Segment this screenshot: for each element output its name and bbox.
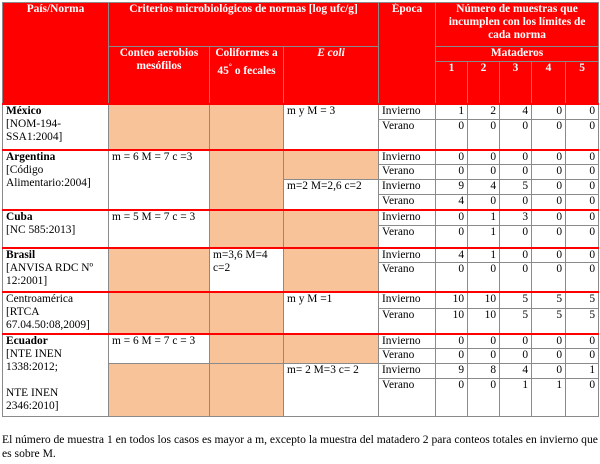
value-cell: 0 bbox=[468, 165, 500, 180]
epoca-cell: Verano bbox=[379, 195, 436, 210]
epoca-cell: Invierno bbox=[379, 210, 436, 226]
ecoli-cell: m=2 M=2,6 c=2 bbox=[284, 180, 379, 210]
value-cell: 0 bbox=[532, 195, 566, 210]
value-cell: 0 bbox=[468, 150, 500, 165]
value-cell: 10 bbox=[468, 309, 500, 334]
coliformes-cell bbox=[210, 150, 284, 210]
country-cell-cuba bbox=[3, 210, 109, 248]
epoca-cell: Verano bbox=[379, 226, 436, 248]
value-cell: 0 bbox=[436, 150, 468, 165]
table-row bbox=[3, 292, 599, 309]
table-row bbox=[3, 334, 599, 349]
value-cell: 0 bbox=[566, 334, 599, 349]
value-cell: 0 bbox=[436, 226, 468, 248]
value-cell: 0 bbox=[532, 104, 566, 120]
value-cell: 0 bbox=[532, 165, 566, 180]
coliformes-cell bbox=[210, 104, 284, 150]
footnote: El número de muestra 1 en todos los casos es mayor a m, excepto la muestra del matadero 2 para conteos totales en invierno que es sobre M. bbox=[2, 433, 598, 460]
value-cell: 5 bbox=[566, 309, 599, 334]
value-cell: 10 bbox=[436, 309, 468, 334]
country-norma: [Código Alimentario:2004] bbox=[6, 163, 91, 189]
value-cell: 0 bbox=[500, 334, 532, 349]
value-cell: 9 bbox=[436, 364, 468, 379]
value-cell: 4 bbox=[436, 248, 468, 263]
ecoli-cell bbox=[284, 334, 379, 364]
conteo-cell: m = 6 M = 7 c =3 bbox=[109, 150, 210, 210]
value-cell: 0 bbox=[468, 263, 500, 292]
country-norma: [NTE INEN 1338:2012; bbox=[6, 347, 62, 373]
value-cell: 0 bbox=[566, 263, 599, 292]
value-cell: 0 bbox=[566, 165, 599, 180]
country-norma: [NOM-194-SSA1:2004] bbox=[6, 117, 63, 143]
value-cell: 0 bbox=[436, 120, 468, 150]
value-cell: 0 bbox=[436, 210, 468, 226]
value-cell: 0 bbox=[436, 165, 468, 180]
country-name: Argentina bbox=[6, 150, 56, 163]
value-cell: 0 bbox=[500, 150, 532, 165]
epoca-cell: Invierno bbox=[379, 104, 436, 120]
value-cell: 0 bbox=[500, 165, 532, 180]
value-cell: 0 bbox=[532, 263, 566, 292]
country-name: Centroamérica bbox=[6, 292, 74, 305]
conteo-cell bbox=[109, 292, 210, 334]
header-matadero-5: 5 bbox=[566, 62, 599, 104]
value-cell: 0 bbox=[468, 379, 500, 417]
table-row bbox=[3, 104, 599, 120]
value-cell: 10 bbox=[468, 292, 500, 309]
country-cell-mexico bbox=[3, 104, 109, 150]
country-norma: [ANVISA RDC Nº 12:2001] bbox=[6, 261, 94, 287]
header-matadero-4: 4 bbox=[532, 62, 566, 104]
value-cell: 3 bbox=[500, 210, 532, 226]
value-cell: 0 bbox=[566, 180, 599, 195]
conteo-cell: m = 6 M = 7 c = 3 bbox=[109, 334, 210, 364]
value-cell: 5 bbox=[532, 309, 566, 334]
value-cell: 1 bbox=[532, 379, 566, 417]
epoca-cell: Verano bbox=[379, 309, 436, 334]
value-cell: 1 bbox=[566, 364, 599, 379]
ecoli-cell: m= 2 M=3 c= 2 bbox=[284, 364, 379, 417]
coliformes-cell bbox=[210, 210, 284, 248]
value-cell: 1 bbox=[468, 226, 500, 248]
value-cell: 0 bbox=[468, 349, 500, 364]
header-epoca: Época bbox=[379, 3, 436, 104]
value-cell: 4 bbox=[500, 104, 532, 120]
value-cell: 9 bbox=[436, 180, 468, 195]
value-cell: 1 bbox=[436, 104, 468, 120]
coliformes-cell bbox=[210, 334, 284, 364]
value-cell: 0 bbox=[532, 210, 566, 226]
value-cell: 1 bbox=[468, 248, 500, 263]
value-cell: 10 bbox=[436, 292, 468, 309]
header-matadero-1: 1 bbox=[436, 62, 468, 104]
country-cell-argentina bbox=[3, 150, 109, 210]
value-cell: 5 bbox=[500, 309, 532, 334]
value-cell: 0 bbox=[436, 263, 468, 292]
country-name: Ecuador bbox=[6, 334, 48, 347]
epoca-cell: Verano bbox=[379, 349, 436, 364]
header-pais-norma: País/Norma bbox=[3, 3, 109, 104]
value-cell: 0 bbox=[566, 210, 599, 226]
country-norma: [RTCA 67.04.50:08,2009] bbox=[6, 305, 90, 331]
value-cell: 2 bbox=[468, 104, 500, 120]
epoca-cell: Verano bbox=[379, 120, 436, 150]
value-cell: 0 bbox=[500, 263, 532, 292]
header-matadero-2: 2 bbox=[468, 62, 500, 104]
value-cell: 1 bbox=[468, 210, 500, 226]
conteo-cell bbox=[109, 248, 210, 292]
country-norma: [NC 585:2013] bbox=[6, 223, 76, 236]
country-name: Cuba bbox=[6, 210, 33, 223]
value-cell: 0 bbox=[532, 349, 566, 364]
conteo-cell: m = 5 M = 7 c = 3 bbox=[109, 210, 210, 248]
value-cell: 0 bbox=[532, 334, 566, 349]
country-cell-centroamerica bbox=[3, 292, 109, 334]
table-row bbox=[3, 248, 599, 263]
value-cell: 8 bbox=[468, 364, 500, 379]
value-cell: 0 bbox=[436, 379, 468, 417]
value-cell: 0 bbox=[566, 150, 599, 165]
epoca-cell: Verano bbox=[379, 379, 436, 417]
value-cell: 0 bbox=[500, 349, 532, 364]
value-cell: 4 bbox=[436, 195, 468, 210]
country-name: México bbox=[6, 104, 42, 117]
coliformes-cell bbox=[210, 292, 284, 334]
value-cell: 0 bbox=[566, 120, 599, 150]
epoca-cell: Verano bbox=[379, 165, 436, 180]
value-cell: 0 bbox=[436, 349, 468, 364]
value-cell: 0 bbox=[500, 195, 532, 210]
value-cell: 0 bbox=[468, 120, 500, 150]
ecoli-cell: m y M = 3 bbox=[284, 104, 379, 150]
coliformes-label: Coliformes a 45 bbox=[215, 47, 278, 77]
table-row bbox=[3, 210, 599, 226]
value-cell: 0 bbox=[566, 226, 599, 248]
value-cell: 0 bbox=[500, 248, 532, 263]
value-cell: 0 bbox=[500, 226, 532, 248]
value-cell: 0 bbox=[566, 248, 599, 263]
value-cell: 1 bbox=[500, 379, 532, 417]
header-mataderos: Mataderos bbox=[436, 47, 599, 62]
epoca-cell: Invierno bbox=[379, 364, 436, 379]
value-cell: 5 bbox=[500, 180, 532, 195]
value-cell: 0 bbox=[532, 180, 566, 195]
microbiological-criteria-table bbox=[2, 2, 599, 417]
value-cell: 0 bbox=[468, 195, 500, 210]
value-cell: 5 bbox=[532, 292, 566, 309]
conteo-cell bbox=[109, 104, 210, 150]
epoca-cell: Invierno bbox=[379, 248, 436, 263]
table-row bbox=[3, 150, 599, 165]
value-cell: 0 bbox=[566, 379, 599, 417]
conteo-cell bbox=[109, 364, 210, 417]
value-cell: 0 bbox=[500, 120, 532, 150]
value-cell: 4 bbox=[468, 180, 500, 195]
value-cell: 0 bbox=[436, 334, 468, 349]
ecoli-cell bbox=[284, 248, 379, 292]
coliformes-cell bbox=[210, 364, 284, 417]
value-cell: 0 bbox=[532, 150, 566, 165]
ecoli-cell bbox=[284, 210, 379, 248]
value-cell: 4 bbox=[500, 364, 532, 379]
epoca-cell: Invierno bbox=[379, 334, 436, 349]
header-matadero-3: 3 bbox=[500, 62, 532, 104]
country-name: Brasil bbox=[6, 248, 36, 261]
country-norma-2: NTE INEN 2346:2010] bbox=[6, 386, 59, 412]
country-cell-ecuador bbox=[3, 334, 109, 417]
epoca-cell: Invierno bbox=[379, 150, 436, 165]
value-cell: 0 bbox=[532, 248, 566, 263]
value-cell: 0 bbox=[532, 364, 566, 379]
value-cell: 0 bbox=[532, 226, 566, 248]
value-cell: 0 bbox=[566, 104, 599, 120]
country-cell-brasil bbox=[3, 248, 109, 292]
epoca-cell: Invierno bbox=[379, 180, 436, 195]
coliformes-cell: m=3,6 M=4 c=2 bbox=[210, 248, 284, 292]
header-criterios: Criterios microbiológicos de normas [log ufc/g] bbox=[109, 3, 379, 47]
value-cell: 5 bbox=[566, 292, 599, 309]
ecoli-cell: m y M =1 bbox=[284, 292, 379, 334]
value-cell: 0 bbox=[468, 334, 500, 349]
value-cell: 5 bbox=[500, 292, 532, 309]
header-numero-muestras: Número de muestras que incumplen con los límites de cada norma bbox=[436, 3, 599, 47]
header-coliformes bbox=[210, 47, 284, 104]
epoca-cell: Invierno bbox=[379, 292, 436, 309]
value-cell: 0 bbox=[566, 195, 599, 210]
header-ecoli: E coli bbox=[284, 47, 379, 104]
ecoli-cell bbox=[284, 150, 379, 180]
header-conteo: Conteo aerobios mesófilos bbox=[109, 47, 210, 104]
value-cell: 0 bbox=[532, 120, 566, 150]
value-cell: 0 bbox=[566, 349, 599, 364]
epoca-cell: Verano bbox=[379, 263, 436, 292]
degree-sup: ° bbox=[228, 62, 232, 71]
coliformes-label-b: o fecales bbox=[231, 64, 276, 77]
